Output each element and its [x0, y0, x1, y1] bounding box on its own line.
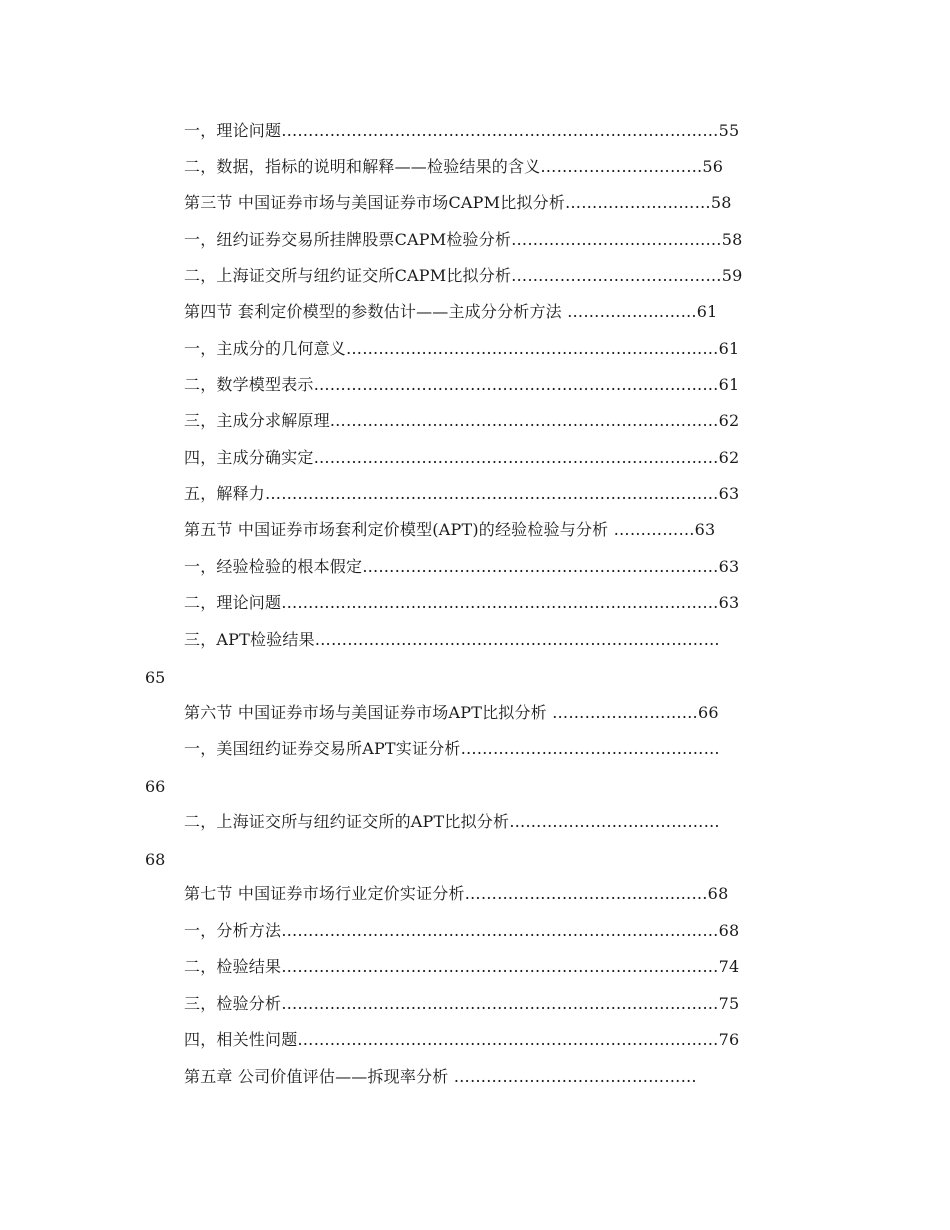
toc-entry: 一，理论问题………………………………………………………………………55 [184, 121, 740, 140]
toc-page-number: 66 [145, 777, 166, 796]
toc-entry: 二，数据，指标的说明和解释——检验结果的含义…………………………56 [184, 157, 724, 176]
toc-entry: 第五节 中国证券市场套利定价模型(APT)的经验检验与分析 ……………63 [184, 520, 716, 539]
toc-entry: 一，主成分的几何意义……………………………………………………………61 [184, 339, 740, 358]
toc-entry: 第四节 套利定价模型的参数估计——主成分分析方法 ……………………61 [184, 302, 718, 321]
toc-entry: 第六节 中国证券市场与美国证券市场APT比拟分析 ………………………66 [184, 703, 719, 722]
toc-entry: 三，主成分求解原理………………………………………………………………62 [184, 411, 740, 430]
toc-entry: 一，美国纽约证券交易所APT实证分析………………………………………… [184, 739, 720, 758]
toc-entry: 四，主成分确实定…………………………………………………………………62 [184, 448, 740, 467]
toc-entry: 一，经验检验的根本假定…………………………………………………………63 [184, 557, 740, 576]
toc-entry: 五，解释力…………………………………………………………………………63 [184, 484, 740, 503]
toc-entry: 第五章 公司价值评估——拆现率分析 ……………………………………… [184, 1067, 697, 1086]
toc-entry: 二，上海证交所与纽约证交所CAPM比拟分析…………………………………59 [184, 266, 743, 285]
toc-entry: 第七节 中国证券市场行业定价实证分析………………………………………68 [184, 884, 729, 903]
toc-page-number: 68 [145, 850, 166, 869]
toc-entry: 第三节 中国证券市场与美国证券市场CAPM比拟分析………………………58 [184, 193, 732, 212]
toc-entry: 二，数学模型表示…………………………………………………………………61 [184, 375, 740, 394]
toc-entry: 二，上海证交所与纽约证交所的APT比拟分析………………………………… [184, 812, 720, 831]
toc-page-number: 65 [145, 668, 166, 687]
toc-entry: 三，检验分析………………………………………………………………………75 [184, 994, 740, 1013]
toc-entry: 三，APT检验结果………………………………………………………………… [184, 630, 720, 649]
toc-entry: 四，相关性问题……………………………………………………………………76 [184, 1030, 740, 1049]
toc-entry: 一，分析方法………………………………………………………………………68 [184, 921, 740, 940]
toc-entry: 一，纽约证券交易所挂牌股票CAPM检验分析…………………………………58 [184, 230, 743, 249]
toc-entry: 二，检验结果………………………………………………………………………74 [184, 957, 740, 976]
toc-entry: 二，理论问题………………………………………………………………………63 [184, 593, 740, 612]
